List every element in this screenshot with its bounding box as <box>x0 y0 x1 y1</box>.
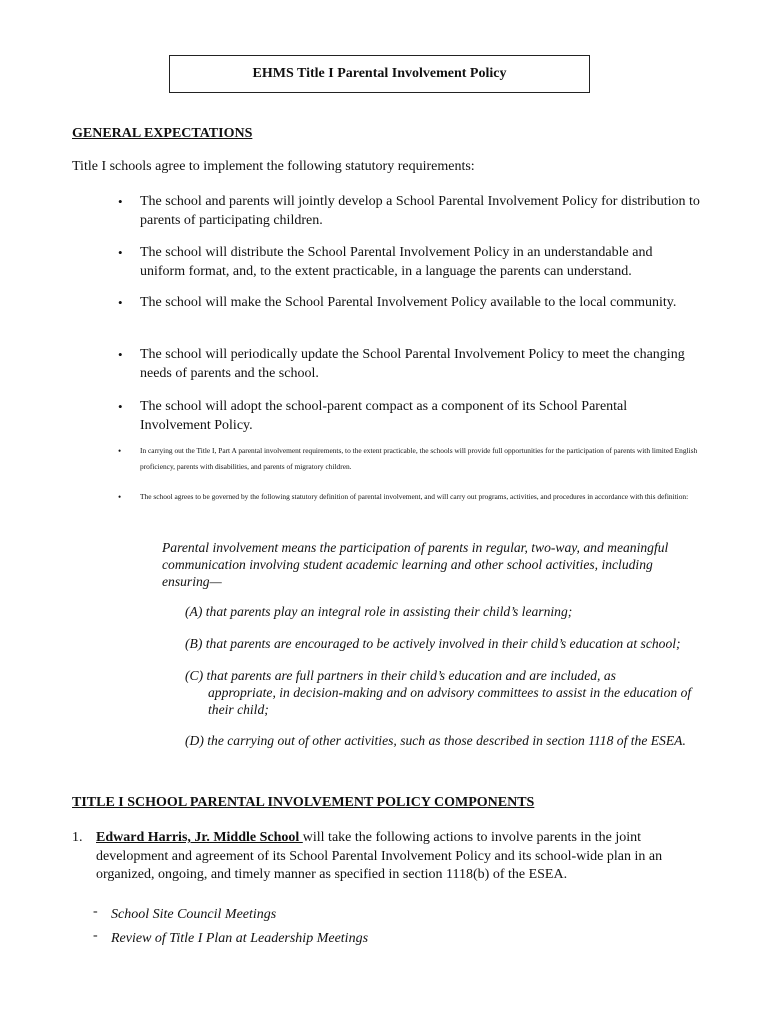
bullet-item: • The school will make the School Parental Involvement Policy available to the local community. <box>140 293 700 312</box>
bullet-item: • The school and parents will jointly develop a School Parental Involvement Policy for distribution to parents of participating children. <box>140 192 700 230</box>
definition-item-text: (B) that parents are encouraged to be actively involved in their child’s education at school; <box>185 636 681 651</box>
dash-mark: - <box>93 904 98 919</box>
definition-item-text: (A) that parents play an integral role in assisting their child’s learning; <box>185 604 573 619</box>
bullet-item: • The school will periodically update the School Parental Involvement Policy to meet the changing needs of parents and the school. <box>140 345 700 383</box>
parental-involvement-definition: Parental involvement means the participation of parents in regular, two-way, and meaningful communication involving student academic learning and other school activities, including ensuring— <box>162 540 669 589</box>
document-title: EHMS Title I Parental Involvement Policy <box>169 55 590 93</box>
dash-mark: - <box>93 928 98 943</box>
bullet-item-small: • The school agrees to be governed by the following statutory definition of parental involvement, and will carry out programs, activities, and procedures in accordance with this definition: <box>140 489 705 505</box>
definition-item-b <box>185 635 681 652</box>
item-body <box>72 829 712 885</box>
definition-item-c <box>185 667 705 718</box>
definition-item-text: (C) that parents are full partners in their child’s education and are included, as <box>185 668 616 683</box>
definition-item-a <box>185 603 572 620</box>
general-intro: Title I schools agree to implement the following statutory requirements: <box>72 159 475 174</box>
dash-item-text: School Site Council Meetings <box>111 907 277 922</box>
bullet-item: • The school will distribute the School Parental Involvement Policy in an understandable and uniform format, and, to the extent practicable, in a language the parents can understand. <box>140 243 700 281</box>
bullet-item-small: • In carrying out the Title I, Part A parental involvement requirements, to the extent practicable, the schools will provide full opportunities for the participation of parents with limited English proficiency, parents with disabilities, and parents of migratory children. <box>140 443 705 475</box>
school-name: Edward Harris, Jr. Middle School <box>96 830 303 845</box>
item-text: will take the following actions to involve parents in the joint development and agreement of its School Parental Involvement Policy and its school-wide plan in an organized, ongoing, and timely manner as specified in section 1118(b) of the ESEA. <box>96 830 663 882</box>
definition-item-text: (D) the carrying out of other activities, such as those described in section 1118 of the ESEA. <box>185 733 686 748</box>
item-number: 1. <box>72 830 83 845</box>
definition-item-continuation: appropriate, in decision-making and on advisory committees to assist in the education of their child; <box>208 685 692 717</box>
dash-item <box>93 904 277 923</box>
definition-item-d <box>185 732 686 749</box>
dash-item <box>93 928 369 947</box>
dash-item-text: Review of Title I Plan at Leadership Meetings <box>111 931 369 946</box>
bullet-item: • The school will adopt the school-parent compact as a component of its School Parental Involvement Policy. <box>140 397 700 435</box>
component-item-1 <box>72 829 712 885</box>
components-heading: TITLE I SCHOOL PARENTAL INVOLVEMENT POLICY COMPONENTS <box>72 795 535 810</box>
general-expectations-heading: GENERAL EXPECTATIONS <box>72 126 253 141</box>
